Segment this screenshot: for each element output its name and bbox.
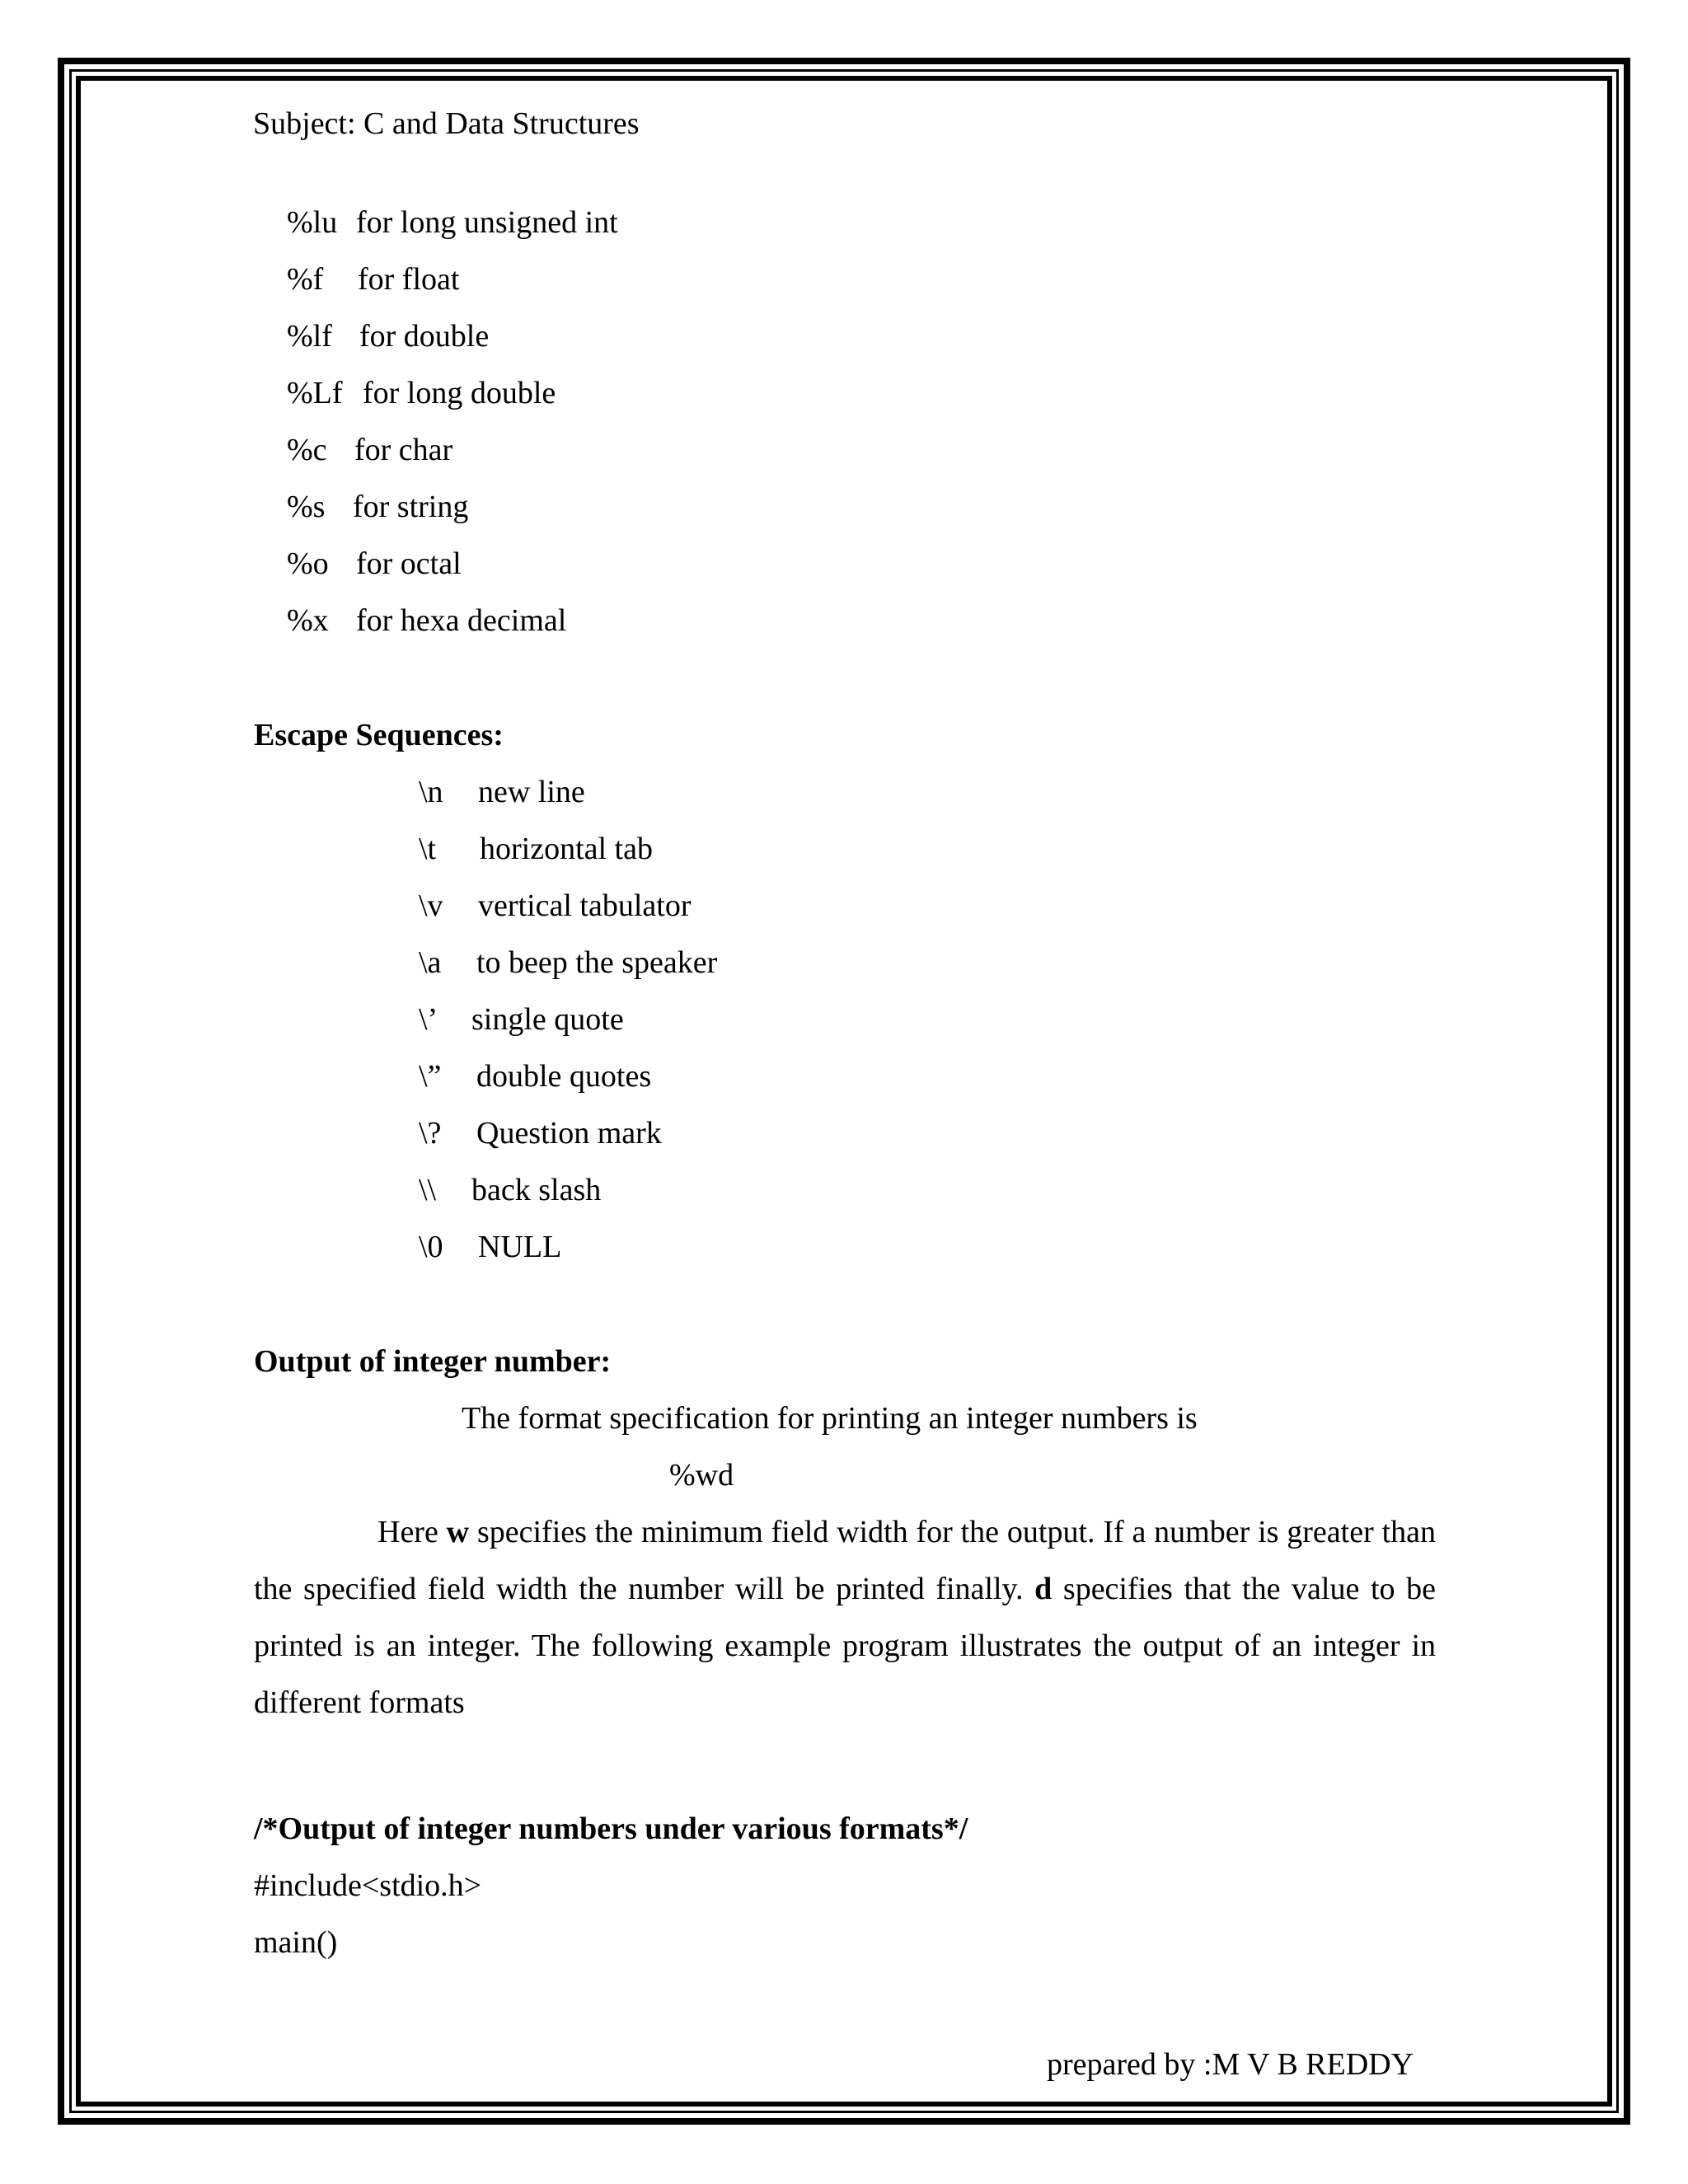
escape-desc: double quotes	[476, 1059, 652, 1094]
spec-code: %c	[287, 433, 327, 467]
spec-code: %Lf	[287, 376, 343, 410]
escape-desc: horizontal tab	[480, 832, 653, 866]
para-text: Here	[377, 1515, 447, 1549]
format-spec-wd: %wd	[669, 1458, 734, 1493]
explanation-paragraph	[254, 1504, 1436, 1732]
spec-desc: for char	[354, 433, 453, 467]
escape-code: \v	[419, 888, 443, 923]
escape-desc: vertical tabulator	[478, 888, 692, 923]
spec-desc: for long double	[363, 376, 556, 410]
code-comment: /*Output of integer numbers under various formats*/	[254, 1811, 968, 1846]
escape-desc: NULL	[478, 1230, 562, 1264]
prepared-by-footer: prepared by :M V B REDDY	[1047, 2047, 1414, 2082]
para-w-term: w	[446, 1515, 470, 1549]
escape-code: \”	[419, 1059, 442, 1094]
para-d-term: d	[1034, 1572, 1053, 1606]
spec-code: %f	[287, 262, 324, 297]
escape-code: \a	[419, 945, 442, 980]
escape-sequences-heading: Escape Sequences:	[254, 718, 504, 752]
spec-code: %lf	[287, 319, 332, 354]
code-main: main()	[254, 1925, 338, 1960]
para-text: specifies that the value to be printed is an integer. The following example program illustrates the output of an integer in different formats	[254, 1572, 1436, 1720]
escape-desc: back slash	[471, 1173, 602, 1207]
output-integer-heading: Output of integer number:	[254, 1344, 612, 1379]
escape-desc: to beep the speaker	[476, 945, 718, 980]
escape-code: \\	[419, 1173, 437, 1207]
escape-code: \’	[419, 1002, 438, 1037]
spec-code: %s	[287, 490, 326, 524]
escape-code: \t	[419, 832, 437, 866]
para-text: specifies the minimum field width for the output. If a number is greater than the specified field width the number will be printed finally.	[254, 1515, 1436, 1606]
spec-desc: for long unsigned int	[356, 205, 618, 240]
code-include: #include<stdio.h>	[254, 1868, 482, 1903]
escape-desc: single quote	[471, 1002, 624, 1037]
spec-desc: for float	[358, 262, 460, 297]
spec-desc: for double	[359, 319, 490, 354]
escape-desc: Question mark	[476, 1116, 662, 1151]
escape-code: \0	[419, 1230, 443, 1264]
format-intro-text: The format specification for printing an integer numbers is	[462, 1401, 1198, 1436]
spec-code: %o	[287, 546, 329, 581]
spec-code: %x	[287, 603, 329, 638]
subject-header: Subject: C and Data Structures	[253, 106, 640, 141]
spec-desc: for hexa decimal	[356, 603, 567, 638]
escape-code: \?	[419, 1116, 442, 1151]
escape-code: \n	[419, 775, 443, 809]
spec-code: %lu	[287, 205, 338, 240]
spec-desc: for string	[353, 490, 469, 524]
spec-desc: for octal	[356, 546, 462, 581]
escape-desc: new line	[478, 775, 585, 809]
